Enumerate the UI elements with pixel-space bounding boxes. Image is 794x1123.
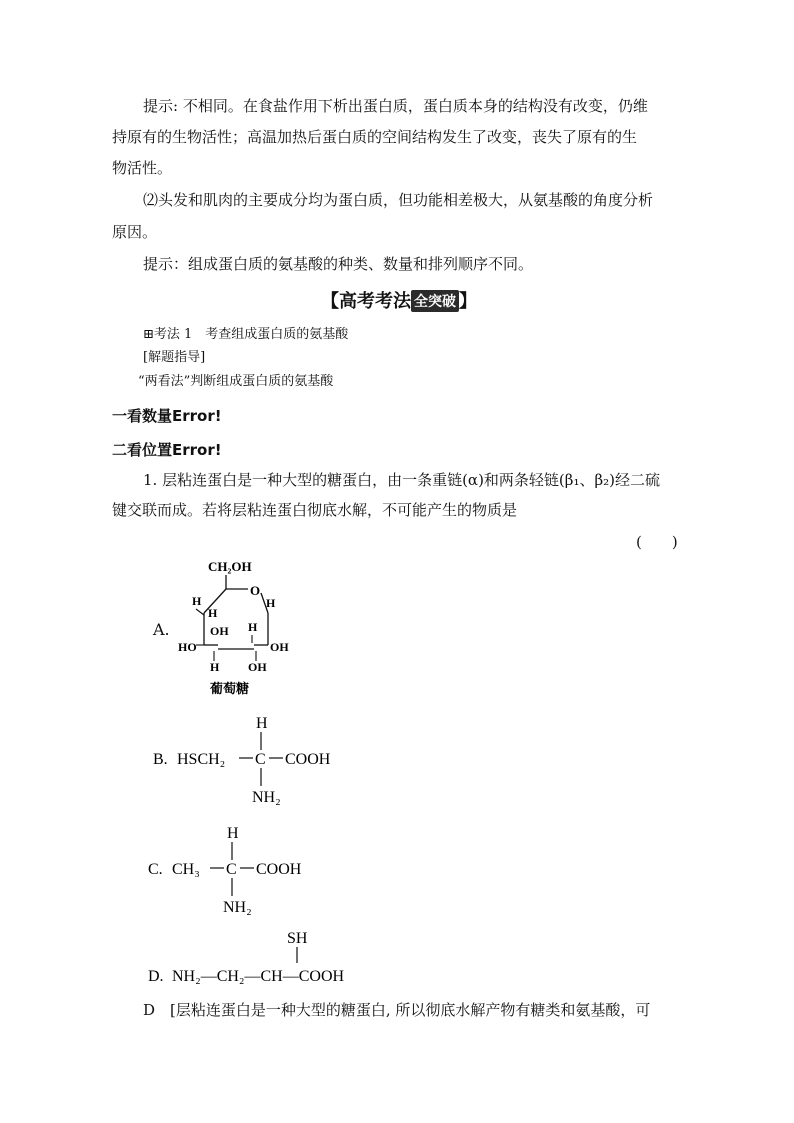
option-c-label: C. [148, 861, 163, 878]
banner-right: 】 [459, 291, 477, 312]
question-1-line-2: 键交联而成。若将层粘连蛋白彻底水解，不可能产生的物质是 [112, 501, 518, 519]
atom-label: H [248, 620, 258, 634]
hint-line-1: 提示: 不相同。在食盐作用下析出蛋白质，蛋白质本身的结构没有改变，仍维 [143, 97, 648, 115]
atom-label: NH₂ [252, 789, 281, 806]
option-d-structure [145, 925, 405, 987]
banner-badge: 全突破 [411, 290, 459, 312]
section-title: ⊞考法 1 考查组成蛋白质的氨基酸 [143, 327, 349, 342]
option-d-label: D. [148, 968, 164, 985]
atom-o: O [250, 583, 261, 598]
atom-label: SH [287, 930, 308, 947]
atom-label: HO [178, 640, 197, 654]
atom-label: H [256, 715, 268, 732]
glucose-structure [170, 555, 310, 700]
look-1: 一看数量Error! [112, 407, 222, 425]
atom-label: C [255, 751, 266, 768]
atom-label: H [210, 660, 220, 674]
section-banner [321, 287, 477, 313]
atom-label: H [192, 594, 202, 608]
option-a-label: A. [153, 620, 170, 639]
question-1-line-1: 1. 层粘连蛋白是一种大型的糖蛋白，由一条重链(α)和两条轻链(β₁、β₂)经二硫 [143, 471, 660, 489]
banner-left: 【高考考法 [321, 291, 411, 312]
atom-label: NH₂ [223, 899, 252, 916]
atom-label: OH [210, 624, 229, 638]
hint-2: 提示：组成蛋白质的氨基酸的种类、数量和排列顺序不同。 [143, 255, 534, 273]
hint-line-2: 持原有的生物活性；高温加热后蛋白质的空间结构发生了改变，丧失了原有的生 [112, 128, 638, 146]
glucose-name: 葡萄糖 [210, 681, 250, 696]
atom-label: CH₃ [172, 861, 200, 878]
atom-label: C [226, 861, 237, 878]
look-2: 二看位置Error! [112, 441, 222, 459]
answer-paren: ( ) [636, 533, 678, 551]
atom-label: H [266, 596, 276, 610]
method-title: “两看法”判断组成蛋白质的氨基酸 [138, 374, 334, 389]
atom-label: COOH [285, 751, 331, 768]
question-2-line-2: 原因。 [112, 223, 158, 241]
option-b-label: B. [153, 751, 168, 768]
guide-label: [解题指导] [143, 350, 206, 365]
hint-line-3: 物活性。 [112, 159, 173, 177]
atom-label: OH [248, 660, 267, 674]
atom-label: H [227, 825, 239, 842]
option-b-structure [150, 708, 370, 808]
atom-ch2oh: CH₂OH [208, 559, 252, 574]
answer-explanation: D [层粘连蛋白是一种大型的糖蛋白, 所以彻底水解产物有糖类和氨基酸，可 [143, 1001, 651, 1019]
atom-label: OH [270, 640, 289, 654]
atom-label: H [208, 606, 218, 620]
option-c-structure [145, 818, 365, 918]
atom-label: HSCH₂ [177, 751, 226, 768]
atom-label: NH₂—CH₂—CH—COOH [172, 968, 345, 985]
question-2-line-1: ⑵头发和肌肉的主要成分均为蛋白质，但功能相差极大，从氨基酸的角度分析 [143, 191, 654, 209]
atom-label: COOH [256, 861, 302, 878]
